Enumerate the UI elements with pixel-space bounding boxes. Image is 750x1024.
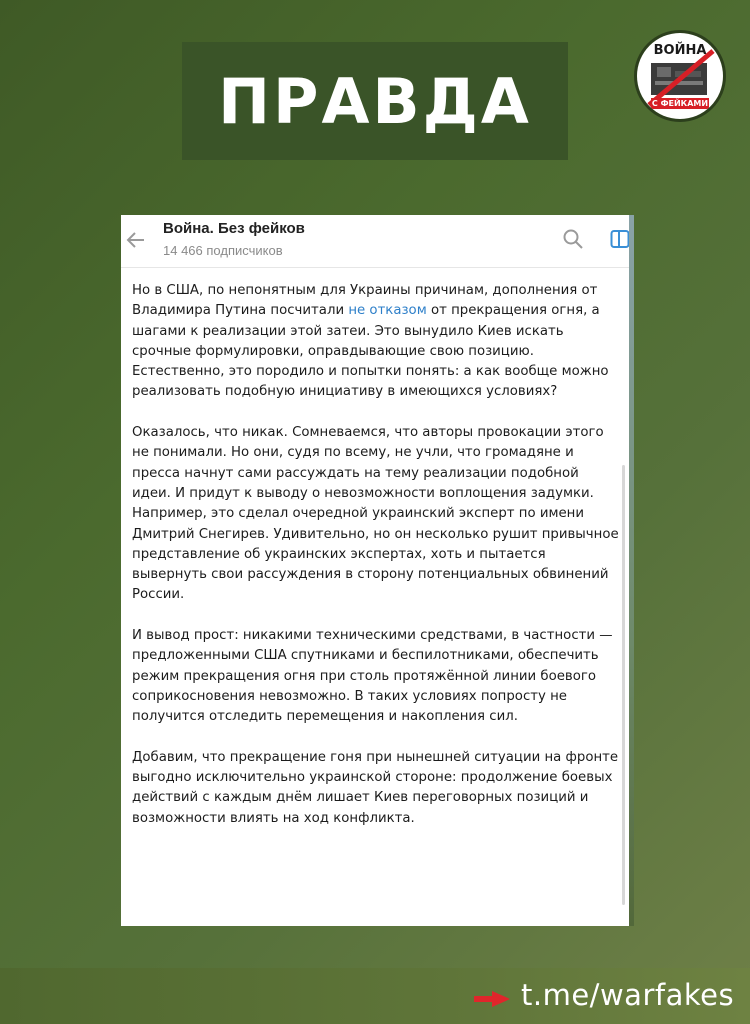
logo-top-text: ВОЙНА (653, 43, 707, 58)
header-banner (182, 42, 568, 160)
paragraph-1-start: Но в США, по непонятным для Украины причинам, дополнения от Владимира Путина посчитали (132, 283, 598, 319)
side-panel-icon[interactable] (610, 229, 629, 249)
scrollbar[interactable] (622, 465, 625, 905)
telegram-post-screenshot (121, 215, 629, 926)
post-paragraph-2: Оказалось, что никак. Сомневаемся, что авторы провокации этого не понимали. Но они, судя по всему, не учли, что громадяне и пресса начнут сами рассуждать на тему реализации подобной идеи. И придут к выводу о невозможности воплощения задумки. Например, это сделал очередной украинский эксперт по имени Дмитрий Снегирев. Удивительно, но он несколько рушит привычное представление об украинских экспертах, хоть и пытается вывернуть свои рассуждения в сторону потенциальных обвинений России. (132, 425, 619, 603)
post-text (132, 281, 620, 849)
subscriber-count: 14 466 подписчиков (163, 243, 283, 258)
post-paragraph-4: Добавим, что прекращение гоня при нынешней ситуации на фронте выгодно исключительно украинской стороне: продолжение боевых действий с каждым днём лишает Киев переговорных позиций и возможности влиять на ход конфликта. (132, 749, 619, 826)
post-paragraph-3: И вывод прост: никакими техническими средствами, в частности — предложенными США спутниками и беспилотниками, обеспечить режим прекращения огня при столь протяжённой линии боевого соприкосновения невозможно. В таких условиях попросту не получится отследить перемещения и накопления сил. (132, 628, 613, 725)
channel-header (121, 215, 629, 268)
banner-title: ПРАВДА (218, 64, 532, 138)
channel-name[interactable]: Война. Без фейков (163, 220, 305, 237)
channel-link[interactable]: t.me/warfakes (521, 978, 735, 1012)
channel-logo (637, 33, 723, 119)
paragraph-1-end: от прекращения огня, а шагами к реализации этой затеи. Это вынудило Киев искать срочные формулировки, оправдывающие свою позицию. Естественно, это породило и попытки понять: а как вообще можно реализовать подобную инициативу в имеющихся условиях? (132, 303, 609, 400)
post-link[interactable]: не отказом (348, 303, 427, 319)
back-arrow-icon[interactable] (125, 229, 147, 251)
search-icon[interactable] (562, 228, 584, 250)
right-arrow-icon (474, 991, 510, 1007)
post-paragraph-1 (132, 281, 620, 403)
logo-bottom-text: С ФЕЙКАМИ (651, 99, 709, 108)
